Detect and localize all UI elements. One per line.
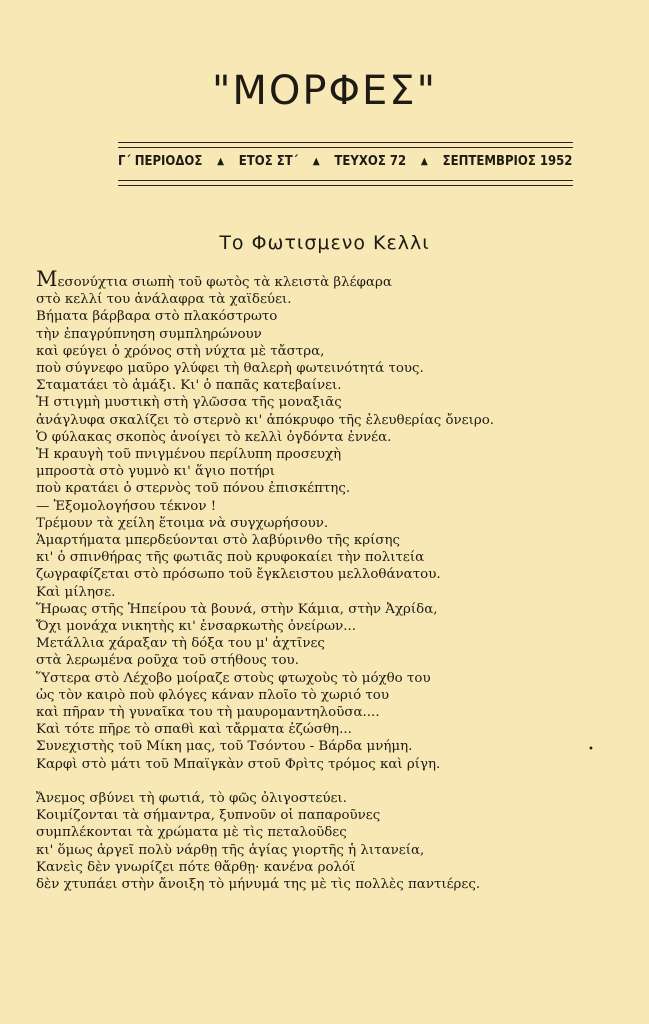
- poem-body: [36, 267, 616, 893]
- issue-number: ΤΕΥΧΟΣ 72: [334, 154, 407, 169]
- poem-line: — Ἐξομολογήσου τέκνον !: [36, 498, 217, 514]
- separator-triangle-icon: ▲: [312, 156, 320, 167]
- issue-year: ΕΤΟΣ ΣΤ΄: [238, 154, 298, 169]
- issue-period: Γ΄ ΠΕΡΙΟΔΟΣ: [118, 154, 203, 169]
- magazine-title: "ΜΟΡΦΕΣ": [212, 68, 437, 114]
- poem-line: Καὶ μίλησε.: [36, 584, 116, 600]
- ink-mark: •: [588, 744, 594, 755]
- poem-line: μπροστὰ στὸ γυμνὸ κι' ἅγιο ποτήρι: [36, 464, 276, 480]
- bottom-double-rule-1: [118, 180, 573, 181]
- separator-triangle-icon: ▲: [217, 156, 225, 167]
- poem-stanza-1: [36, 267, 616, 773]
- poem-line: Βήματα βάρβαρα στὸ πλακόστρωτο: [36, 309, 278, 325]
- poem-line: συμπλέκονται τὰ χρώματα μὲ τὶς πεταλοῦδες: [36, 825, 347, 841]
- poem-line: Ἡ κραυγὴ τοῦ πνιγμένου περίλυπη προσευχὴ: [36, 447, 342, 463]
- poem-line: ποὺ σύγνεφο μαῦρο γλύφει τὴ θαλερὴ φωτεινότητά τους.: [36, 361, 424, 377]
- poem-line: Κανεὶς δὲν γνωρίζει πότε θἄρθῃ· κανένα ρολόϊ: [36, 859, 356, 875]
- poem-line: Ὄχι μονάχα νικητὴς κι' ἐνσαρκωτὴς ὀνείρων...: [36, 619, 357, 635]
- poem-line: ὡς τὸν καιρὸ ποὺ φλόγες κάναν πλοῖο τὸ χωριό του: [36, 687, 389, 703]
- poem-line: κι' ὁ σπινθήρας τῆς φωτιᾶς ποὺ κρυφοκαίει τὴν πολιτεία: [36, 550, 425, 566]
- poem-line: Ὁ φύλακας σκοπὸς ἀνοίγει τὸ κελλὶ ὀγδόντα ἐννέα.: [36, 429, 392, 445]
- initial-letter: Μ: [36, 267, 58, 291]
- poem-line: Καρφὶ στὸ μάτι τοῦ Μπαϊγκὰν στοῦ Φρὶτς τρόμος καὶ ρίγη.: [36, 756, 441, 772]
- poem-line: ἀνάγλυφα σκαλίζει τὸ στερνὸ κι' ἀπόκρυφο τῆς ἐλευθερίας ὄνειρο.: [36, 412, 495, 428]
- poem-stanza-2: [36, 790, 616, 893]
- poem-line: δὲν χτυπάει στὴν ἄνοιξη τὸ μήνυμά της μὲ τὶς πολλὲς παντιέρες.: [36, 876, 481, 892]
- poem-line: Ἄνεμος σβύνει τὴ φωτιά, τὸ φῶς ὀλιγοστεύει.: [36, 790, 347, 806]
- poem-title: Το Φωτισμενο Κελλι: [219, 232, 430, 254]
- poem-line: τὴν ἐπαγρύπνηση συμπληρώνουν: [36, 326, 262, 342]
- poem-line: Ὕστερα στὸ Λέχοβο μοίραζε στοὺς φτωχοὺς τὸ μόχθο του: [36, 670, 431, 686]
- poem-line: Ἁμαρτήματα μπερδεύονται στὸ λαβύρινθο τῆς κρίσης: [36, 533, 401, 549]
- poem-line: Μετάλλια χάραξαν τὴ δόξα του μ' ἀχτῖνες: [36, 636, 325, 652]
- poem-line: Κοιμίζονται τὰ σήμαντρα, ξυπνοῦν οἱ παπαροῦνες: [36, 808, 381, 824]
- poem-line: καὶ πῆραν τὴ γυναῖκα του τὴ μαυρομαντηλοῦσα....: [36, 705, 380, 721]
- poem-line: Μεσονύχτια σιωπὴ τοῦ φωτὸς τὰ κλειστὰ βλέφαρα: [36, 267, 392, 291]
- poem-line: Σταματάει τὸ ἁμάξι. Κι' ὁ παπᾶς κατεβαίνει.: [36, 378, 342, 394]
- issue-date: ΣΕΠΤΕΜΒΡΙΟΣ 1952: [442, 154, 573, 169]
- bottom-double-rule-2: [118, 185, 573, 186]
- poem-line: στὸ κελλί του ἀνάλαφρα τὰ χαϊδεύει.: [36, 292, 292, 308]
- poem-line: Τρέμουν τὰ χείλη ἕτοιμα νὰ συγχωρήσουν.: [36, 515, 329, 531]
- top-double-rule-1: [118, 142, 573, 143]
- poem-line: στὰ λερωμένα ροῦχα τοῦ στήθους του.: [36, 653, 299, 669]
- poem-line: ζωγραφίζεται στὸ πρόσωπο τοῦ ἔγκλειστου μελλοθάνατου.: [36, 567, 441, 583]
- poem-line: κι' ὅμως ἀργεῖ πολὺ νάρθῃ τῆς ἁγίας γιορτῆς ἡ λιτανεία,: [36, 842, 425, 858]
- separator-triangle-icon: ▲: [420, 156, 428, 167]
- poem-line: ποὺ κρατάει ὁ στερνὸς τοῦ πόνου ἐπισκέπτης.: [36, 481, 351, 497]
- poem-line: Συνεχιστὴς τοῦ Μίκη μας, τοῦ Τσόντου - Βάρδα μνήμη.: [36, 739, 413, 755]
- poem-line: Ἥρωας στῆς Ἠπείρου τὰ βουνά, στὴν Κάμια, στὴν Ἀχρίδα,: [36, 601, 438, 617]
- poem-line: Ἡ στιγμὴ μυστικὴ στὴ γλῶσσα τῆς μοναξιᾶς: [36, 395, 342, 411]
- poem-line: Καὶ τότε πῆρε τὸ σπαθὶ καὶ τἄρματα ἐζώσθη...: [36, 722, 352, 738]
- top-double-rule-2: [118, 147, 573, 148]
- issue-info-bar: [118, 154, 573, 169]
- poem-line: καὶ φεύγει ὁ χρόνος στὴ νύχτα μὲ τἄστρα,: [36, 343, 325, 359]
